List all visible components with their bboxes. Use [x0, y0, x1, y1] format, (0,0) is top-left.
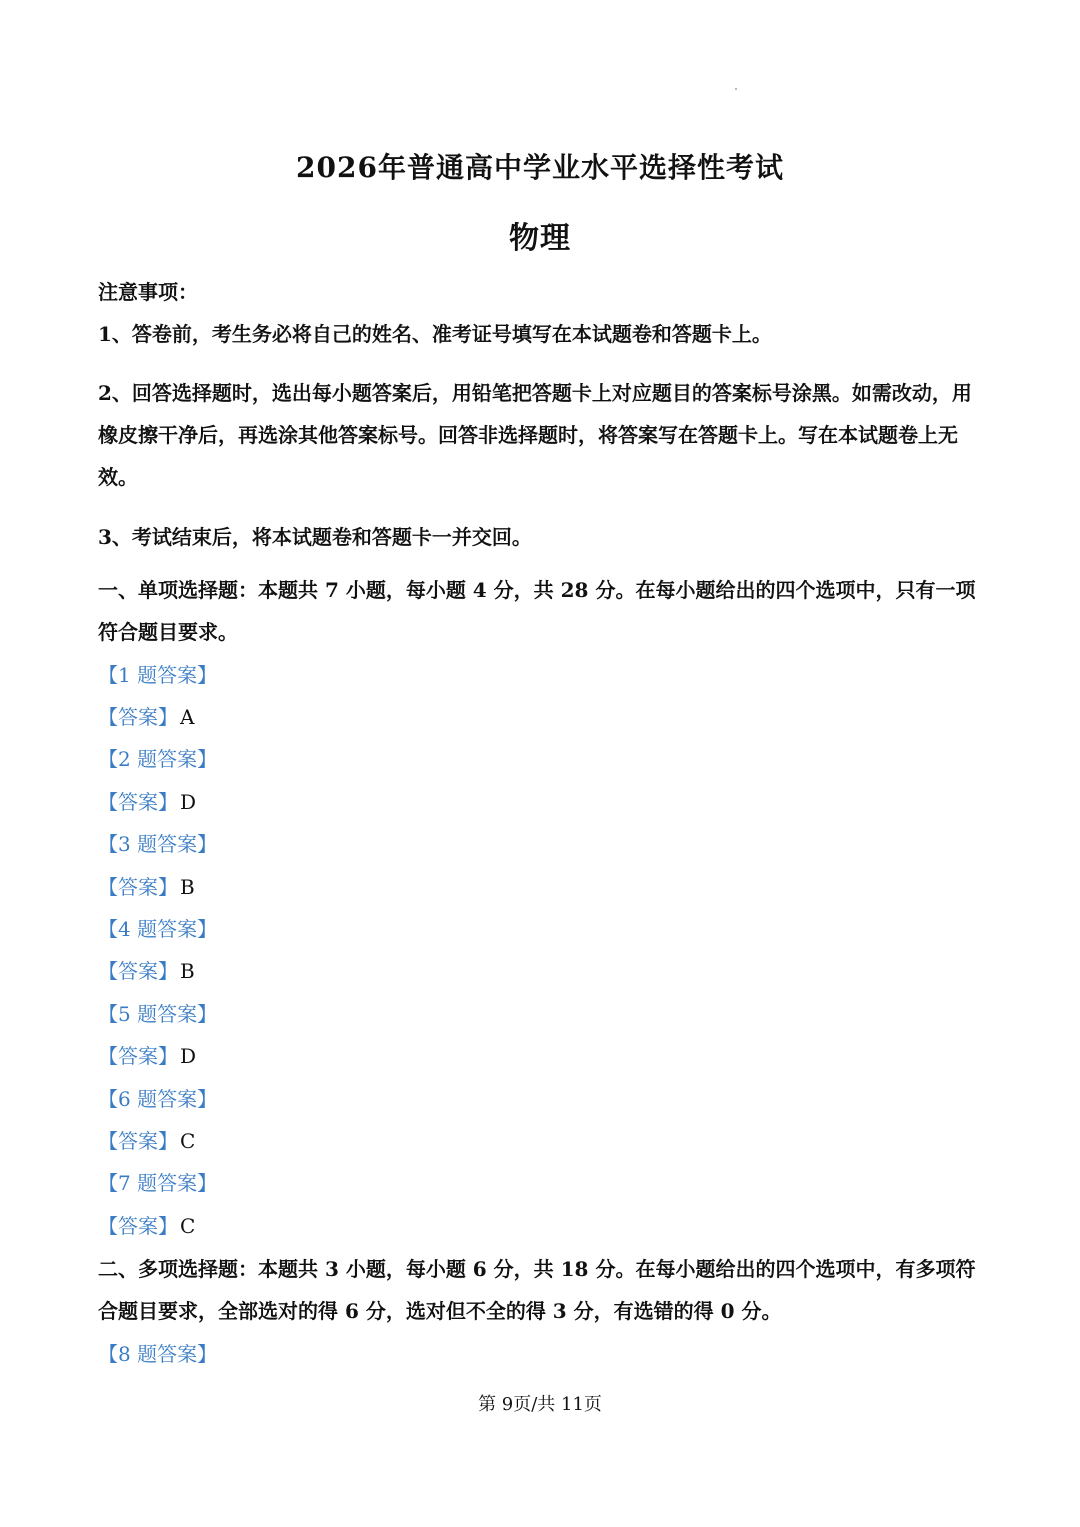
- answer-value: C: [180, 1129, 196, 1153]
- answer-tag: 【答案】: [98, 1214, 178, 1238]
- answer-tag: 【答案】: [98, 1044, 178, 1068]
- q7-answer-head: 【7 题答案】: [98, 1171, 218, 1195]
- answer-value: C: [180, 1214, 196, 1238]
- q5-answer: [98, 1035, 988, 1077]
- q1-answer-head: 【1 题答案】: [98, 663, 218, 687]
- section1-heading: 一、单项选择题：本题共 7 小题，每小题 4 分，共 28 分。在每小题给出的四个选项中，只有一项符合题目要求。: [98, 578, 976, 644]
- page-number: 第 9页/共 11页: [478, 1394, 602, 1415]
- q3-answer-head: 【3 题答案】: [98, 832, 218, 856]
- answer-tag: 【答案】: [98, 875, 178, 899]
- q1-answer: [98, 696, 988, 738]
- notice-item-3: 3、考试结束后，将本试题卷和答题卡一并交回。: [98, 525, 532, 549]
- notice-heading: 注意事项：: [98, 280, 198, 304]
- q8-answer-head: 【8 题答案】: [98, 1342, 218, 1366]
- answer-tag: 【答案】: [98, 705, 178, 729]
- answer-tag: 【答案】: [98, 959, 178, 983]
- q5-answer-head: 【5 题答案】: [98, 1002, 218, 1026]
- q2-answer-head: 【2 题答案】: [98, 747, 218, 771]
- answer-value: D: [180, 1044, 197, 1068]
- q4-answer-head: 【4 题答案】: [98, 917, 218, 941]
- q6-answer: [98, 1120, 988, 1162]
- notice-item-2: 2、回答选择题时，选出每小题答案后，用铅笔把答题卡上对应题目的答案标号涂黑。如需改动，用橡皮擦干净后，再选涂其他答案标号。回答非选择题时，将答案写在答题卡上。写在本试题卷上无效。: [98, 381, 972, 489]
- answer-value: B: [180, 875, 195, 899]
- answer-tag: 【答案】: [98, 790, 178, 814]
- section2-heading: 二、多项选择题：本题共 3 小题，每小题 6 分，共 18 分。在每小题给出的四个选项中，有多项符合题目要求，全部选对的得 6 分，选对但不全的得 3 分，有选错的得 0 分。: [98, 1257, 976, 1323]
- answer-value: A: [180, 705, 195, 729]
- notice-item-1: 1、答卷前，考生务必将自己的姓名、准考证号填写在本试题卷和答题卡上。: [98, 322, 772, 346]
- q6-answer-head: 【6 题答案】: [98, 1087, 218, 1111]
- answer-tag: 【答案】: [98, 1129, 178, 1153]
- scan-speck: [735, 88, 737, 90]
- q3-answer: [98, 866, 988, 908]
- q7-answer: [98, 1205, 988, 1247]
- answer-value: B: [180, 959, 195, 983]
- q4-answer: [98, 950, 988, 992]
- q2-answer: [98, 781, 988, 823]
- exam-title: 2026年普通高中学业水平选择性考试: [296, 151, 784, 184]
- answer-value: D: [180, 790, 197, 814]
- subject-title: 物理: [509, 221, 571, 256]
